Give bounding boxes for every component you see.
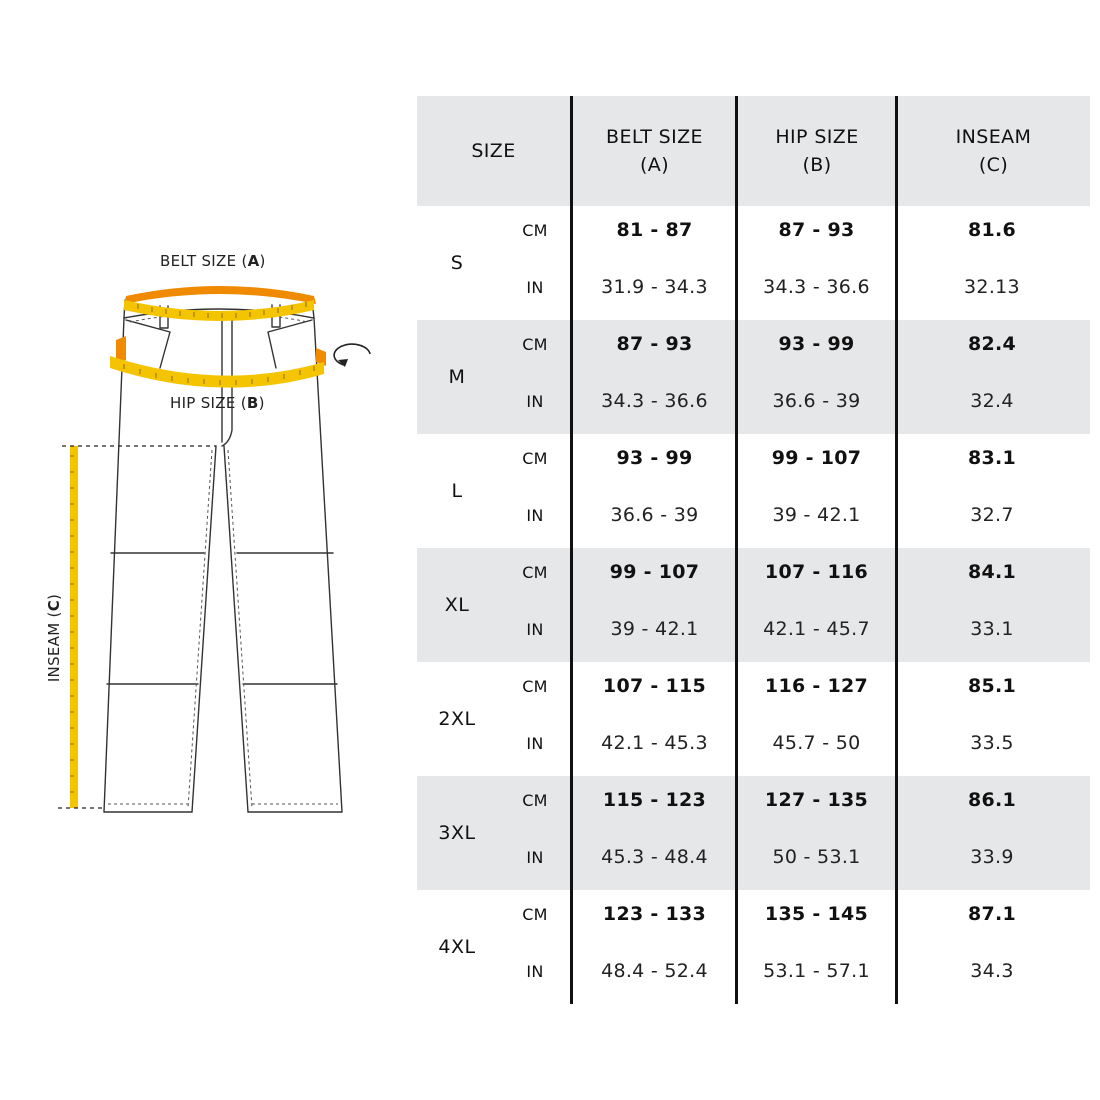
- unit-in-cell: IN: [526, 961, 544, 981]
- pants-outline: [0, 0, 415, 1100]
- hip-cm-cell: 107 - 116: [764, 561, 869, 583]
- hip-cm-cell: 93 - 99: [778, 333, 855, 355]
- belt-in-cell: 42.1 - 45.3: [601, 732, 708, 754]
- hip-size-label: HIP SIZE (B): [170, 394, 265, 412]
- belt-size-label-text: BELT SIZE: [160, 252, 237, 270]
- inseam-cm-cell: 86.1: [967, 789, 1017, 811]
- inseam-letter: C: [45, 599, 63, 612]
- pants-measurement-diagram: [0, 0, 415, 1100]
- belt-cm-cell: 107 - 115: [602, 675, 707, 697]
- column-divider-3: [895, 96, 898, 1004]
- belt-in-cell: 48.4 - 52.4: [601, 960, 708, 982]
- unit-in-cell: IN: [526, 391, 544, 411]
- hip-in-cell: 36.6 - 39: [772, 390, 861, 412]
- header-belt-line1: BELT SIZE: [606, 126, 703, 148]
- hip-size-label-text: HIP SIZE: [170, 394, 236, 412]
- inseam-label-text: INSEAM: [45, 622, 63, 683]
- belt-cm-cell: 99 - 107: [609, 561, 700, 583]
- header-inseam: [897, 96, 1090, 206]
- hip-in-cell: 53.1 - 57.1: [763, 960, 870, 982]
- unit-in-cell: IN: [526, 733, 544, 753]
- unit-cm-cell: CM: [522, 904, 548, 924]
- belt-in-cell: 39 - 42.1: [610, 618, 699, 640]
- size-chart-table: [417, 96, 1090, 1004]
- inseam-in-cell: 33.9: [970, 846, 1014, 868]
- unit-cm-cell: CM: [522, 790, 548, 810]
- unit-cm-cell: CM: [522, 676, 548, 696]
- header-hip-line2: (B): [802, 154, 832, 176]
- inseam-cm-cell: 85.1: [967, 675, 1017, 697]
- inseam-cm-cell: 87.1: [967, 903, 1017, 925]
- belt-in-cell: 34.3 - 36.6: [601, 390, 708, 412]
- hip-cm-cell: 99 - 107: [771, 447, 862, 469]
- belt-in-cell: 36.6 - 39: [610, 504, 699, 526]
- rotate-arrow-icon: [330, 336, 380, 376]
- header-inseam-line2: (C): [978, 154, 1009, 176]
- unit-in-cell: IN: [526, 277, 544, 297]
- hip-in-cell: 39 - 42.1: [772, 504, 861, 526]
- size-cell: S: [450, 252, 464, 274]
- unit-in-cell: IN: [526, 847, 544, 867]
- hip-cm-cell: 127 - 135: [764, 789, 869, 811]
- belt-cm-cell: 87 - 93: [616, 333, 693, 355]
- inseam-cm-cell: 84.1: [967, 561, 1017, 583]
- belt-in-cell: 45.3 - 48.4: [601, 846, 708, 868]
- inseam-cm-cell: 81.6: [967, 219, 1017, 241]
- inseam-in-cell: 32.7: [970, 504, 1014, 526]
- header-hip-line1: HIP SIZE: [775, 126, 859, 148]
- header-belt-size: [572, 96, 737, 206]
- hip-cm-cell: 135 - 145: [764, 903, 869, 925]
- unit-cm-cell: CM: [522, 334, 548, 354]
- inseam-in-cell: 34.3: [970, 960, 1014, 982]
- hip-size-letter: B: [246, 394, 259, 412]
- hip-cm-cell: 87 - 93: [778, 219, 855, 241]
- header-inseam-line1: INSEAM: [955, 126, 1032, 148]
- belt-size-letter: A: [247, 252, 260, 270]
- inseam-in-cell: 32.13: [964, 276, 1020, 298]
- inseam-cm-cell: 83.1: [967, 447, 1017, 469]
- unit-cm-cell: CM: [522, 220, 548, 240]
- hip-in-cell: 42.1 - 45.7: [763, 618, 870, 640]
- belt-cm-cell: 123 - 133: [602, 903, 707, 925]
- inseam-in-cell: 33.5: [970, 732, 1014, 754]
- column-divider-2: [735, 96, 738, 1004]
- header-hip-size: [737, 96, 897, 206]
- header-size: [417, 96, 570, 206]
- column-divider-1: [570, 96, 573, 1004]
- size-cell: 4XL: [438, 936, 476, 958]
- unit-in-cell: IN: [526, 505, 544, 525]
- belt-size-label: BELT SIZE (A): [160, 252, 266, 270]
- inseam-label: INSEAM (C): [45, 593, 63, 683]
- hip-in-cell: 45.7 - 50: [772, 732, 861, 754]
- hip-in-cell: 50 - 53.1: [772, 846, 861, 868]
- header-size-text: SIZE: [471, 140, 516, 162]
- size-cell: XL: [444, 594, 470, 616]
- belt-cm-cell: 81 - 87: [616, 219, 693, 241]
- inseam-in-cell: 33.1: [970, 618, 1014, 640]
- hip-cm-cell: 116 - 127: [764, 675, 869, 697]
- unit-cm-cell: CM: [522, 448, 548, 468]
- header-belt-line2: (A): [639, 154, 670, 176]
- unit-cm-cell: CM: [522, 562, 548, 582]
- inseam-in-cell: 32.4: [970, 390, 1014, 412]
- size-cell: M: [448, 366, 466, 388]
- size-cell: 3XL: [438, 822, 476, 844]
- inseam-cm-cell: 82.4: [967, 333, 1017, 355]
- belt-cm-cell: 115 - 123: [602, 789, 707, 811]
- hip-in-cell: 34.3 - 36.6: [763, 276, 870, 298]
- size-cell: L: [451, 480, 463, 502]
- unit-in-cell: IN: [526, 619, 544, 639]
- belt-in-cell: 31.9 - 34.3: [601, 276, 708, 298]
- size-cell: 2XL: [438, 708, 476, 730]
- belt-cm-cell: 93 - 99: [616, 447, 693, 469]
